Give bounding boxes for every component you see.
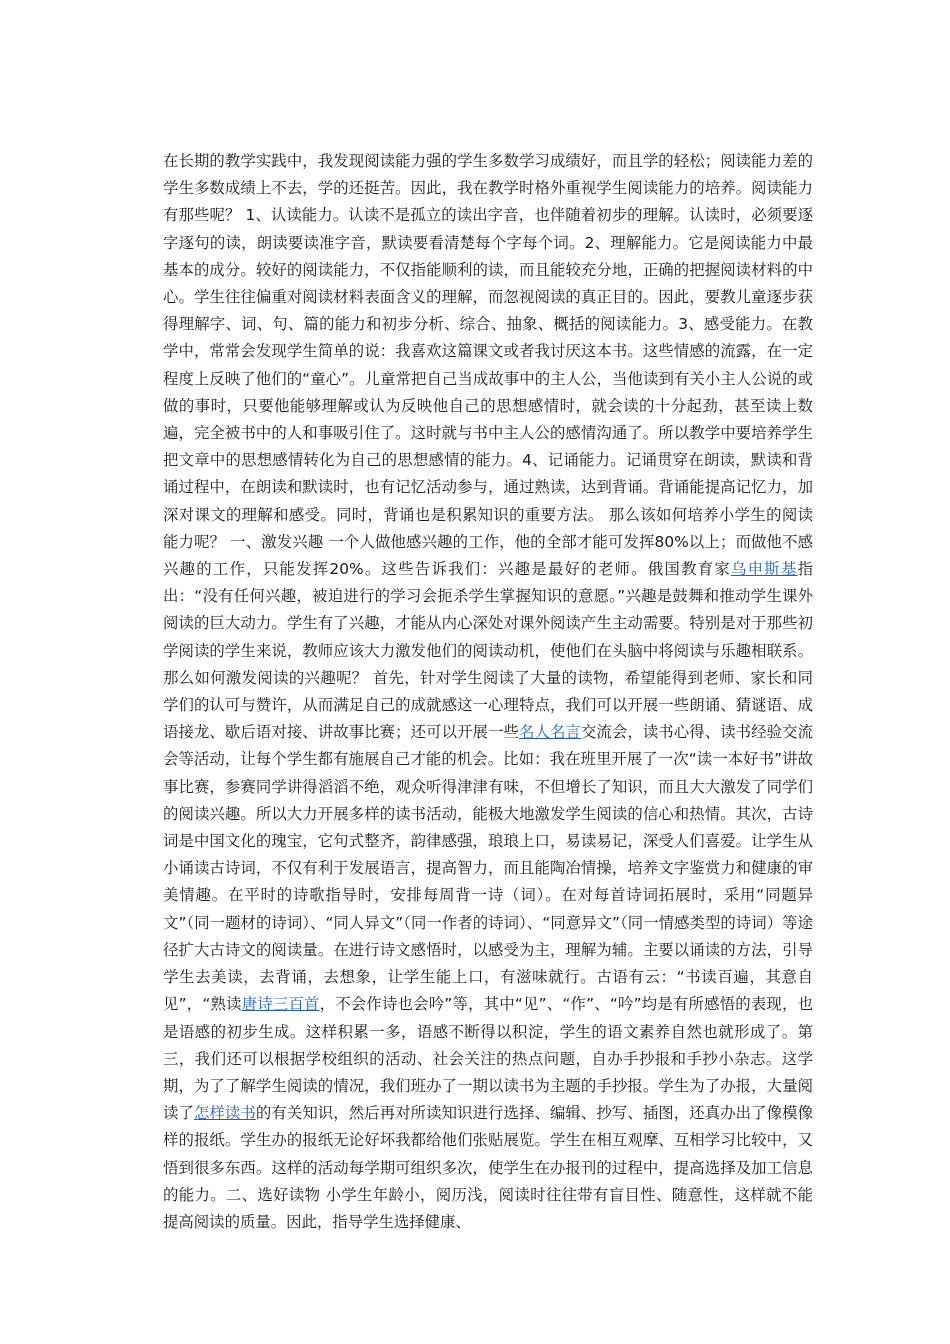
document-body-paragraph (163, 148, 813, 1236)
document-page (163, 148, 813, 1236)
link-how-to-read[interactable]: 怎样读书 (193, 1104, 256, 1123)
link-famous-quotes[interactable]: 名人名言 (518, 723, 581, 742)
link-three-hundred-tang-poems[interactable]: 唐诗三百首 (241, 995, 320, 1014)
link-ushinsky[interactable]: 乌申斯基 (731, 560, 798, 579)
body-text-segment: 指出：“没有任何兴趣，被迫进行的学习会扼杀学生掌握知识的意愿。”兴趣是鼓舞和推动学生课外阅读的巨大动力。学生有了兴趣，才能从内心深处对课外阅读产生主动需要。特别是对于那些初学阅读的学生来说，教师应该大力激发他们的阅读动机，使他们在头脑中将阅读与乐趣相联系。那么如何激发阅读的兴趣呢？ 首先，针对学生阅读了大量的读物，希望能得到老师、家长和同学们的认可与赞许，从而满足自己的成就感这一心理特点，我们可以开展一些朗诵、猜谜语、成语接龙、歇后语对接、讲故事比赛；还可以开展一些 (163, 560, 813, 742)
body-text-segment: 的有关知识，然后再对所读知识进行选择、编辑、抄写、插图，还真办出了像模像样的报纸。学生办的报纸无论好坏我都给他们张贴展览。学生在相互观摩、互相学习比较中，又悟到很多东西。这样的活动每学期可组织多次，使学生在办报刊的过程中，提高选择及加工信息的能力。二、选好读物 小学生年龄小，阅历浅，阅读时往往带有盲目性、随意性，这样就不能提高阅读的质量。因此，指导学生选择健康、 (163, 1104, 813, 1231)
body-text-segment: ，不会作诗也会吟”等，其中“见”、“作”、“吟”均是有所感悟的表现，也是语感的初步生成。这样积累一多，语感不断得以积淀，学生的语文素养自然也就形成了。第三，我们还可以根据学校组织的活动、社会关注的热点问题，自办手抄报和手抄小杂志。这学期，为了了解学生阅读的情况，我们班办了一期以读书为主题的手抄报。学生为了办报，大量阅读了 (163, 995, 813, 1123)
body-text-segment: 交流会，读书心得、读书经验交流会等活动，让每个学生都有施展自己才能的机会。比如：我在班里开展了一次“读一本好书”讲故事比赛，参赛同学讲得滔滔不绝，观众听得津津有味，不但增长了知识，而且大大激发了同学们的阅读兴趣。所以大力开展多样的读书活动，能极大地激发学生阅读的信心和热情。其次，古诗词是中国文化的瑰宝，它句式整齐，韵律感强，琅琅上口，易读易记，深受人们喜爱。让学生从小诵读古诗词，不仅有利于发展语言，提高智力，而且能陶冶情操，培养文字鉴赏力和健康的审美情趣。在平时的诗歌指导时，安排每周背一诗（词）。在对每首诗词拓展时，采用“同题异文”（同一题材的诗词）、“同人异文”（同一作者的诗词）、“同意异文”（同一情感类型的诗词）等途径扩大古诗文的阅读量。在进行诗文感悟时，以感受为主，理解为辅。主要以诵读的方法，引导学生去美读，去背诵，去想象，让学生能上口，有滋味就行。古语有云：“书读百遍，其意自见”，“熟读 (163, 723, 813, 1014)
body-text-segment: 在长期的教学实践中，我发现阅读能力强的学生多数学习成绩好，而且学的轻松；阅读能力差的学生多数成绩上不去，学的还挺苦。因此，我在教学时格外重视学生阅读能力的培养。阅读能力有那些呢？ 1、认读能力。认读不是孤立的读出字音，也伴随着初步的理解。认读时，必须要逐字逐句的读，朗读要读准字音，默读要看清楚每个字每个词。2、理解能力。它是阅读能力中最基本的成分。较好的阅读能力，不仅指能顺利的读，而且能较充分地，正确的把握阅读材料的中心。学生往往偏重对阅读材料表面含义的理解，而忽视阅读的真正目的。因此，要教儿童逐步获得理解字、词、句、篇的能力和初步分析、综合、抽象、概括的阅读能力。3、感受能力。在教学中，常常会发现学生简单的说：我喜欢这篇课文或者我讨厌这本书。这些情感的流露，在一定程度上反映了他们的“童心”。儿童常把自己当成故事中的主人公，当他读到有关小主人公说的或做的事时，只要他能够理解或认为反映他自己的思想感情时，就会读的十分起劲，甚至读上数遍，完全被书中的人和事吸引住了。这时就与书中主人公的感情沟通了。所以教学中要培养学生把文章中的思想感情转化为自己的思想感情的能力。4、记诵能力。记诵贯穿在朗读，默读和背诵过程中，在朗读和默读时，也有记忆活动参与，通过熟读，达到背诵。背诵能提高记忆力，加深对课文的理解和感受。同时，背诵也是积累知识的重要方法。 那么该如何培养小学生的阅读能力呢？ 一、激发兴趣 一个人做他感兴趣的工作，他的全部才能可发挥80%以上；而做他不感兴趣的工作，只能发挥20%。这些告诉我们：兴趣是最好的老师。俄国教育家 (163, 152, 813, 579)
